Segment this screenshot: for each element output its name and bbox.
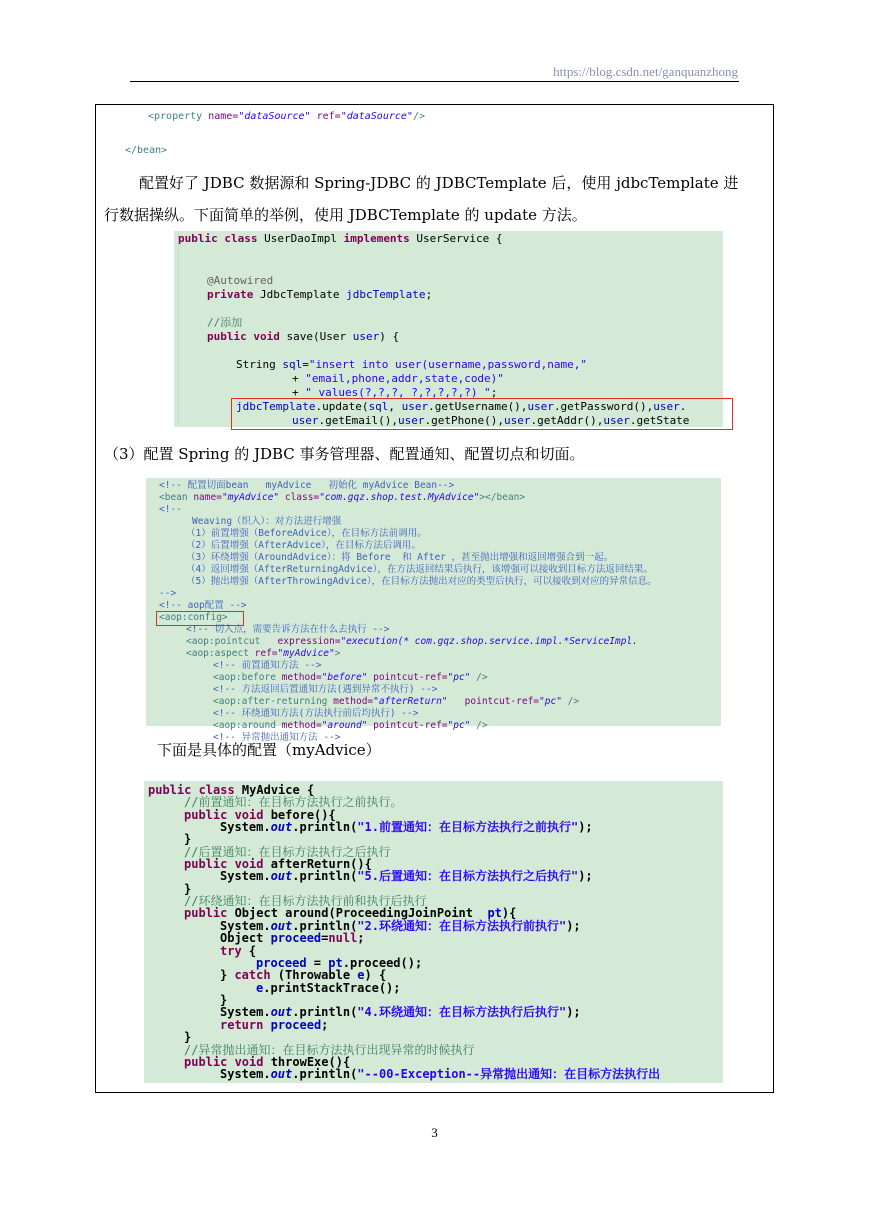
code-token: "2.环绕通知：在目标方法执行前执行"	[357, 919, 567, 933]
code-token: ;	[490, 386, 498, 399]
code-token: user	[352, 330, 380, 343]
code-token: user	[503, 414, 531, 427]
code-line: （5）抛出增强（AfterThrowingAdvice），在目标方法抛出对应的类型后执行，可以接收到对应的异常信息。	[186, 576, 657, 587]
code-token	[263, 1018, 270, 1032]
code-token: e	[357, 968, 365, 982]
xml-tag: />	[412, 111, 425, 122]
code-token: "1.前置通知：在目标方法执行之前执行"	[357, 820, 579, 834]
code-token: "pc"	[539, 696, 562, 707]
code-token: ,	[388, 400, 402, 413]
code-line	[220, 1068, 660, 1080]
code-token: user	[603, 414, 630, 427]
code-token: "around"	[321, 720, 368, 731]
code-line	[186, 636, 638, 648]
code-token: =	[302, 358, 309, 371]
code-token: String	[236, 358, 283, 371]
code-token: (Throwable	[270, 968, 358, 982]
code-line	[207, 330, 399, 344]
code-token: System.	[220, 820, 271, 834]
code-token: name=	[193, 492, 222, 503]
code-line: //添加	[207, 316, 243, 329]
code-token: jdbcTemplate	[236, 400, 316, 413]
code-token: .println(	[292, 1067, 358, 1081]
code-token: private	[207, 288, 254, 301]
code-token: public	[184, 906, 228, 920]
code-token: =	[306, 956, 329, 970]
code-token: proceed	[270, 931, 322, 945]
code-line	[236, 358, 587, 372]
xml-property-line	[148, 111, 425, 122]
code-line	[213, 672, 488, 684]
code-line	[220, 932, 365, 944]
code-token: .	[679, 400, 687, 413]
code-token: =	[321, 931, 329, 945]
code-token: "4.环绕通知：在目标方法执行后执行"	[357, 1005, 567, 1019]
code-line	[292, 372, 504, 386]
code-token: .getPhone(),	[424, 414, 504, 427]
code-token: System.	[220, 869, 271, 883]
code-token: .println(	[292, 919, 358, 933]
code-line: }	[184, 832, 192, 846]
code-token: Object	[220, 931, 271, 945]
code-token: expression=	[266, 636, 341, 647]
code-token: );	[566, 919, 581, 933]
code-line: （1）前置增强（BeforeAdvice），在目标方法前调用。	[186, 528, 427, 539]
code-token: public void	[184, 1055, 264, 1069]
code-token: ref=	[254, 648, 278, 659]
code-token: "myAdvice"	[277, 648, 335, 659]
code-token: UserService {	[409, 232, 503, 245]
highlight-box-update	[231, 398, 733, 430]
code-token: .println(	[292, 1005, 358, 1019]
code-token: save(User	[279, 330, 353, 343]
code-token: JdbcTemplate	[253, 288, 347, 301]
code-token: public void	[207, 330, 280, 343]
code-line: -->	[159, 588, 177, 599]
code-line	[220, 1019, 328, 1031]
code-token: "email,phone,addr,state,code)"	[305, 372, 504, 385]
code-token: method=	[281, 720, 322, 731]
code-line: <!-- 切入点，需要告诉方法在什么去执行 -->	[186, 624, 390, 635]
code-token: +	[292, 386, 306, 399]
code-token: out	[270, 1005, 293, 1019]
code-token: />	[561, 696, 580, 707]
code-token: public class	[148, 783, 235, 797]
code-token: ) {	[364, 968, 387, 982]
code-token: "afterReturn"	[373, 696, 448, 707]
code-line: <!-- 环绕通知方法(方法执行前后均执行) -->	[213, 708, 419, 719]
code-token: user	[292, 414, 319, 427]
paragraph-myadvice-intro: 下面是具体的配置（myAdvice）	[157, 741, 381, 759]
code-token: proceed	[270, 1018, 322, 1032]
code-token: System.	[220, 1067, 271, 1081]
code-token: .proceed();	[342, 956, 423, 970]
code-line: <aop:config>	[159, 612, 228, 623]
code-token: "--00-Exception--异常抛出通知：在目标方法执行出	[357, 1067, 661, 1081]
code-token: .printStackTrace();	[263, 981, 401, 995]
code-token: >	[334, 648, 341, 659]
code-line: <!-- 配置切面bean myAdvice 初始化 myAdvice Bean-->	[159, 480, 455, 491]
code-token: "insert into user(username,password,name,"	[308, 358, 588, 371]
xml-tag: <property	[148, 111, 209, 122]
xml-value: "dataSource"	[238, 111, 311, 122]
code-token: e	[256, 981, 264, 995]
code-token: out	[270, 919, 293, 933]
code-token: class=	[279, 492, 320, 503]
code-token: pointcut-ref=	[447, 696, 540, 707]
code-line: （4）返回增强（AfterReturningAdvice），在方法返回结果后执行，该增强可以接收到目标方法返回结果。	[186, 564, 653, 575]
code-line: Weaving（织入）：对方法进行增强	[192, 516, 342, 527]
code-token: out	[270, 820, 293, 834]
code-token: jdbcTemplate	[346, 288, 426, 301]
code-token: "before"	[321, 672, 368, 683]
code-line	[178, 232, 503, 246]
code-line	[213, 720, 488, 732]
code-screenshot-aop-config	[146, 478, 721, 743]
code-line: （3）环绕增强（AroundAdvice）：将 Before 和 After ，甚至抛出增强和返回增强合到一起。	[186, 552, 614, 563]
code-line	[159, 492, 525, 504]
editor-gutter	[174, 231, 179, 427]
code-token: public class	[178, 232, 258, 245]
code-token: implements	[343, 232, 410, 245]
code-line: //异常抛出通知：在目标方法执行出现异常的时候执行	[184, 1043, 475, 1057]
code-token: sql	[368, 400, 389, 413]
code-token: catch	[234, 968, 271, 982]
code-line: @Autowired	[207, 274, 274, 287]
code-token: afterReturn(){	[263, 857, 372, 871]
code-token: UserDaoImpl	[257, 232, 344, 245]
code-token: .getState	[629, 414, 690, 427]
code-line: }	[184, 1030, 192, 1044]
code-token: sql	[282, 358, 303, 371]
code-token: pointcut-ref=	[367, 720, 448, 731]
xml-attr: name=	[208, 111, 239, 122]
code-token: public void	[184, 857, 264, 871]
code-token: "myAdvice"	[221, 492, 280, 503]
code-token: );	[578, 869, 593, 883]
code-token: "execution(* com.gqz.shop.service.impl.*ServiceImpl.	[340, 636, 638, 647]
code-token: ;	[425, 288, 433, 301]
code-token: />	[470, 672, 488, 683]
code-token: " values(?,?,?, ?,?,?,?,?) "	[305, 386, 491, 399]
code-line: （2）后置增强（AfterAdvice），在目标方法后调用。	[186, 540, 421, 551]
code-token: );	[566, 1005, 581, 1019]
code-token: <aop:around	[213, 720, 282, 731]
code-line	[220, 969, 386, 981]
code-line: }	[184, 882, 192, 896]
header-url: https://blog.csdn.net/ganquanzhong	[553, 64, 738, 79]
code-line: <!-- 异常抛出通知方法 -->	[213, 732, 341, 743]
paragraph-jdbc-intro-1: 配置好了 JDBC 数据源和 Spring-JDBC 的 JDBCTemplate 后，使用 jdbcTemplate 进	[139, 174, 739, 192]
code-line	[220, 870, 593, 882]
code-token: ></bean>	[479, 492, 526, 503]
xml-attr: ref=	[310, 111, 341, 122]
code-line	[184, 907, 516, 919]
code-screenshot-myadvice	[144, 781, 723, 1083]
code-token: Object around(ProceedingJoinPoint	[227, 906, 488, 920]
code-token: <aop:after-returning	[213, 696, 334, 707]
code-token: <bean	[159, 492, 194, 503]
code-token: .getUsername(),	[428, 400, 528, 413]
code-line	[213, 696, 579, 708]
code-token: ) {	[379, 330, 400, 343]
code-line	[220, 821, 593, 833]
code-token: return	[220, 1018, 264, 1032]
code-line: <!-- aop配置 -->	[159, 600, 247, 611]
code-token: user	[653, 400, 680, 413]
code-token: System.	[220, 919, 271, 933]
code-token: public void	[184, 808, 264, 822]
code-token: "com.gqz.shop.test.MyAdvice"	[319, 492, 480, 503]
code-token: <aop:pointcut	[186, 636, 267, 647]
code-token: out	[270, 1067, 293, 1081]
code-token: "pc"	[447, 672, 471, 683]
xml-value: "dataSource"	[340, 111, 413, 122]
code-token: ;	[357, 931, 365, 945]
code-token: method=	[333, 696, 374, 707]
code-line: //后置通知：在目标方法执行之后执行	[184, 845, 391, 859]
xml-bean-close: </bean>	[125, 145, 168, 156]
code-token: out	[270, 869, 293, 883]
code-token: pointcut-ref=	[367, 672, 448, 683]
code-token: .getAddr(),	[530, 414, 604, 427]
code-line: }	[220, 993, 228, 1007]
code-screenshot-userdaoimpl	[174, 231, 723, 427]
code-token: .getPassword(),	[553, 400, 654, 413]
code-token: user	[401, 400, 429, 413]
section-heading-3: （3）配置 Spring 的 JDBC 事务管理器、配置通知、配置切点和切面。	[104, 445, 585, 463]
paragraph-jdbc-intro-2: 行数据操纵。下面简单的举例，使用 JDBCTemplate 的 update 方法。	[104, 206, 587, 224]
code-token: user	[527, 400, 554, 413]
code-line: <!-- 前置通知方法 -->	[213, 660, 322, 671]
code-token: "5.后置通知：在目标方法执行之后执行"	[357, 869, 579, 883]
code-line: <!-- 方法返回后置通知方法(遇到异常不执行) -->	[213, 684, 438, 695]
code-token: null	[328, 931, 358, 945]
code-token: +	[292, 372, 306, 385]
code-token: />	[470, 720, 488, 731]
code-token: .println(	[292, 820, 358, 834]
code-line: <!--	[159, 504, 182, 515]
code-token: .update(	[315, 400, 369, 413]
code-token: .getEmail(),	[318, 414, 398, 427]
code-token: "pc"	[447, 720, 471, 731]
code-line: //环绕通知：在目标方法执行前和执行后执行	[184, 894, 427, 908]
code-line	[186, 648, 340, 660]
code-token: throwExe(){	[263, 1055, 351, 1069]
code-token: pt	[487, 906, 502, 920]
code-line	[256, 982, 401, 994]
code-token: method=	[281, 672, 322, 683]
page-number: 3	[431, 1125, 438, 1140]
code-token: pt	[328, 956, 343, 970]
code-token: try	[220, 944, 242, 958]
code-line	[220, 945, 256, 957]
code-token: }	[220, 968, 235, 982]
code-line	[220, 1006, 581, 1018]
code-token: MyAdvice {	[234, 783, 315, 797]
header-rule	[130, 81, 739, 82]
code-token: user	[397, 414, 425, 427]
code-token: ;	[321, 1018, 329, 1032]
code-token: ){	[501, 906, 517, 920]
code-token: .println(	[292, 869, 358, 883]
code-token: before(){	[263, 808, 336, 822]
code-token: <aop:before	[213, 672, 282, 683]
code-token: <aop:aspect	[186, 648, 255, 659]
code-token: proceed	[256, 956, 307, 970]
code-token: {	[241, 944, 257, 958]
code-token: );	[578, 820, 593, 834]
code-token: System.	[220, 1005, 271, 1019]
code-line	[207, 288, 432, 302]
code-line: //前置通知：在目标方法执行之前执行。	[184, 795, 403, 809]
